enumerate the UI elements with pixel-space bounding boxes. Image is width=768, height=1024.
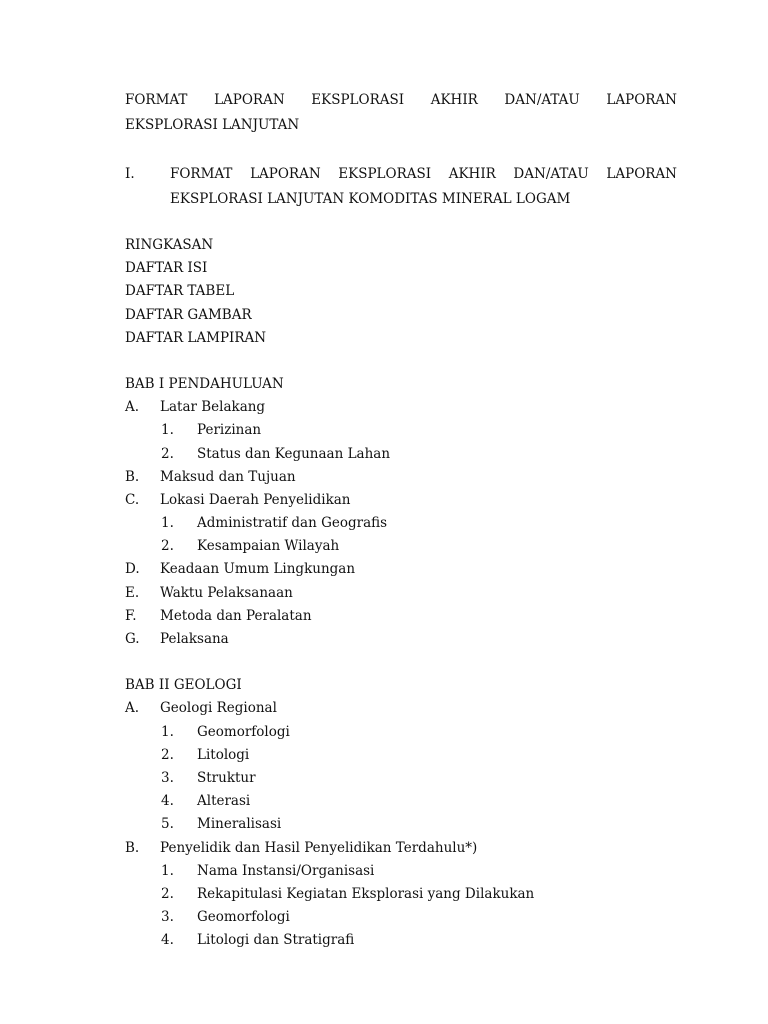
outline-item-text: Penyelidik dan Hasil Penyelidikan Terdahulu*) [160, 839, 478, 856]
outline-item-marker: E. [125, 584, 140, 601]
outline-subitem-text: Kesampaian Wilayah [197, 538, 340, 555]
outline-subitem-text: Status dan Kegunaan Lahan [197, 445, 391, 462]
outline-subitem-text: Struktur [197, 769, 256, 786]
outline-subitem [125, 419, 677, 442]
outline-item-text: Lokasi Daerah Penyelidikan [160, 491, 351, 508]
outline-subitem [125, 767, 677, 790]
outline-subitem-marker: 4. [161, 932, 174, 949]
outline-subitem [125, 860, 677, 883]
outline-subitem-marker: 5. [161, 816, 174, 833]
bab2-heading: BAB II GEOLOGI [125, 677, 242, 694]
section-title-line2: EKSPLORASI LANJUTAN KOMODITAS MINERAL LOGAM [170, 191, 571, 207]
document-title-line2: EKSPLORASI LANJUTAN [125, 117, 300, 133]
outline-item [125, 582, 677, 605]
bab1-heading: BAB I PENDAHULUAN [125, 375, 284, 392]
outline-subitem-marker: 1. [161, 515, 174, 532]
outline-item-marker: B. [125, 839, 140, 856]
outline-item-text: Keadaan Umum Lingkungan [160, 561, 356, 578]
outline-item-marker: D. [125, 561, 140, 578]
outline-subitem [125, 929, 677, 952]
outline-subitem [125, 883, 677, 906]
outline-subitem-marker: 2. [161, 445, 174, 462]
outline-subitem-text: Alterasi [197, 793, 251, 810]
outline-subitem-text: Rekapitulasi Kegiatan Eksplorasi yang Dilakukan [197, 885, 535, 902]
outline-subitem-marker: 4. [161, 793, 174, 810]
front-matter-item: DAFTAR TABEL [125, 283, 235, 300]
outline-subitem-text: Geomorfologi [197, 909, 290, 926]
outline-subitem [125, 443, 677, 466]
outline-item [125, 396, 677, 419]
outline-item [125, 466, 677, 489]
front-matter-item: RINGKASAN [125, 237, 214, 253]
outline-item [125, 489, 677, 512]
outline-item-marker: G. [125, 631, 140, 647]
outline-item [125, 697, 677, 720]
outline-subitem-text: Mineralisasi [197, 816, 282, 833]
outline-item-text: Pelaksana [160, 631, 229, 647]
outline-item-marker: A. [125, 700, 140, 717]
outline-subitem-marker: 2. [161, 538, 174, 555]
outline-item-marker: C. [125, 491, 140, 508]
outline-subitem-text: Administratif dan Geografis [197, 515, 388, 532]
outline-item-text: Waktu Pelaksanaan [160, 584, 293, 601]
section-title-line1: FORMAT LAPORAN EKSPLORASI AKHIR DAN/ATAU LAPORAN [170, 166, 677, 182]
section-heading [125, 162, 677, 212]
outline-subitem-marker: 2. [161, 746, 174, 763]
outline-subitem [125, 535, 677, 558]
outline-item-marker: F. [125, 607, 137, 624]
document-page [125, 88, 677, 952]
outline-subitem-text: Nama Instansi/Organisasi [197, 862, 375, 879]
outline-subitem-marker: 2. [161, 885, 174, 902]
outline-item [125, 558, 677, 581]
outline-item-marker: A. [125, 399, 140, 416]
outline-item-text: Maksud dan Tujuan [160, 468, 296, 485]
outline-subitem [125, 813, 677, 836]
outline-subitem-text: Perizinan [197, 422, 262, 439]
outline-item-text: Metoda dan Peralatan [160, 607, 312, 624]
outline-subitem-text: Litologi [197, 746, 250, 763]
outline-subitem [125, 906, 677, 929]
outline-item-marker: B. [125, 468, 140, 485]
outline-subitem-text: Litologi dan Stratigrafi [197, 932, 355, 949]
outline-item [125, 837, 677, 860]
front-matter-item: DAFTAR LAMPIRAN [125, 329, 267, 346]
outline-item-text: Latar Belakang [160, 399, 266, 416]
front-matter-item: DAFTAR ISI [125, 260, 208, 277]
outline-subitem [125, 790, 677, 813]
outline-subitem-text: Geomorfologi [197, 723, 290, 740]
outline-subitem [125, 512, 677, 535]
outline-subitem [125, 744, 677, 767]
bab1-outline [125, 373, 677, 651]
outline-subitem-marker: 1. [161, 862, 174, 879]
front-matter-item: DAFTAR GAMBAR [125, 306, 252, 323]
outline-subitem-marker: 1. [161, 422, 174, 439]
bab2-outline [125, 674, 677, 952]
document-title-line1: FORMAT LAPORAN EKSPLORASI AKHIR DAN/ATAU LAPORAN [125, 92, 677, 108]
outline-subitem [125, 721, 677, 744]
outline-item [125, 605, 677, 628]
outline-item [125, 628, 677, 651]
outline-subitem-marker: 1. [161, 723, 174, 740]
front-matter-list [125, 234, 677, 350]
outline-subitem-marker: 3. [161, 909, 174, 926]
outline-item-text: Geologi Regional [160, 700, 277, 717]
section-title [170, 162, 677, 212]
document-title [125, 88, 677, 138]
section-number: I. [125, 166, 135, 182]
outline-subitem-marker: 3. [161, 769, 174, 786]
